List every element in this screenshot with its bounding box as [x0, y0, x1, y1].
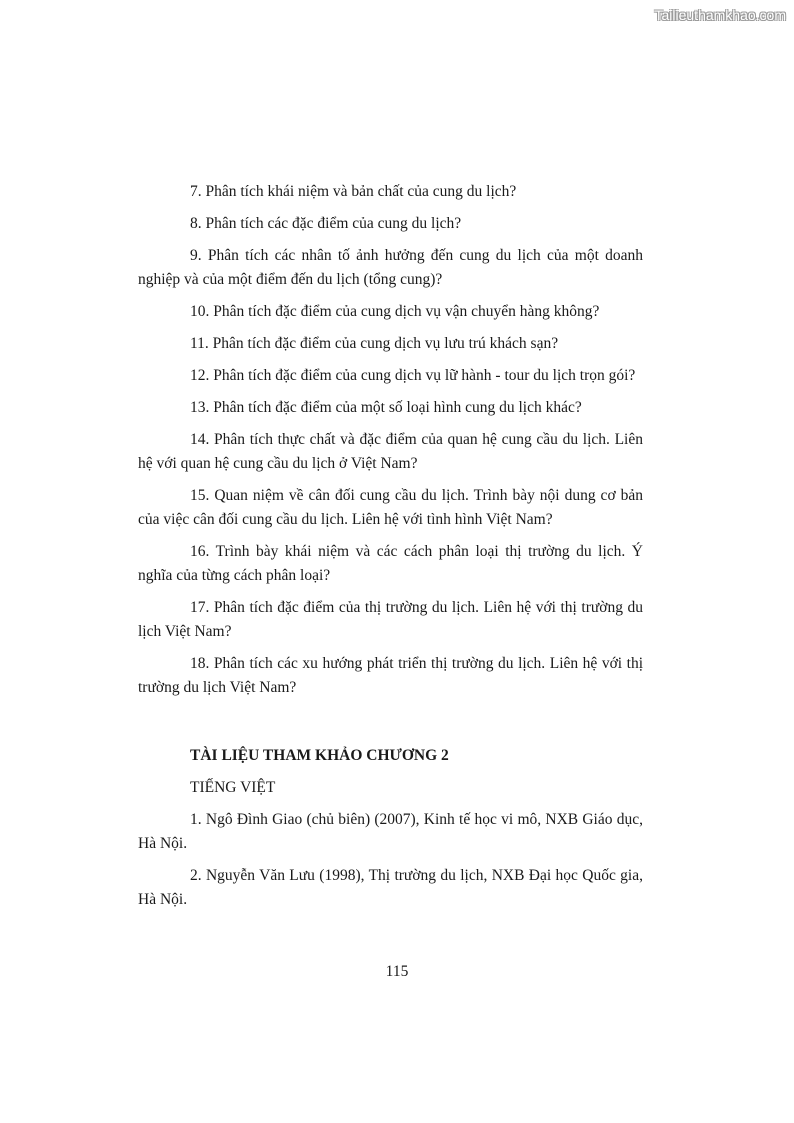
references-heading: TÀI LIỆU THAM KHẢO CHƯƠNG 2: [190, 747, 449, 764]
page-content: [138, 180, 643, 920]
question-item: 16. Trình bày khái niệm và các cách phân loại thị trường du lịch. Ý nghĩa của từng cách phân loại?: [138, 543, 643, 584]
question-item: 14. Phân tích thực chất và đặc điểm của quan hệ cung cầu du lịch. Liên hệ với quan hệ cung cầu du lịch ở Việt Nam?: [138, 431, 643, 472]
reference-item: 2. Nguyễn Văn Lưu (1998), Thị trường du lịch, NXB Đại học Quốc gia, Hà Nội.: [138, 867, 643, 908]
page-number: 115: [385, 963, 409, 980]
reference-item: 1. Ngô Đình Giao (chủ biên) (2007), Kinh tế học vi mô, NXB Giáo dục, Hà Nội.: [138, 811, 643, 852]
question-item: 8. Phân tích các đặc điểm của cung du lịch?: [190, 215, 462, 232]
question-item: 11. Phân tích đặc điểm của cung dịch vụ lưu trú khách sạn?: [190, 335, 559, 352]
watermark: Tailieuthamkhao.com: [654, 7, 786, 23]
question-item: 10. Phân tích đặc điểm của cung dịch vụ vận chuyển hàng không?: [190, 303, 600, 320]
references-subheading: TIẾNG VIỆT: [190, 779, 276, 796]
question-item: 9. Phân tích các nhân tố ảnh hưởng đến cung du lịch của một doanh nghiệp và của một điểm đến du lịch (tổng cung)?: [138, 247, 643, 288]
question-item: 17. Phân tích đặc điểm của thị trường du lịch. Liên hệ với thị trường du lịch Việt Nam?: [138, 599, 643, 640]
question-item: 15. Quan niệm về cân đối cung cầu du lịch. Trình bày nội dung cơ bản của việc cân đối cung cầu du lịch. Liên hệ với tình hình Việt Nam?: [138, 487, 643, 528]
question-item: 18. Phân tích các xu hướng phát triển thị trường du lịch. Liên hệ với thị trường du lịch Việt Nam?: [138, 655, 643, 696]
question-item: 12. Phân tích đặc điểm của cung dịch vụ lữ hành - tour du lịch trọn gói?: [190, 367, 636, 384]
question-item: 7. Phân tích khái niệm và bản chất của cung du lịch?: [190, 183, 517, 200]
question-item: 13. Phân tích đặc điểm của một số loại hình cung du lịch khác?: [190, 399, 582, 416]
